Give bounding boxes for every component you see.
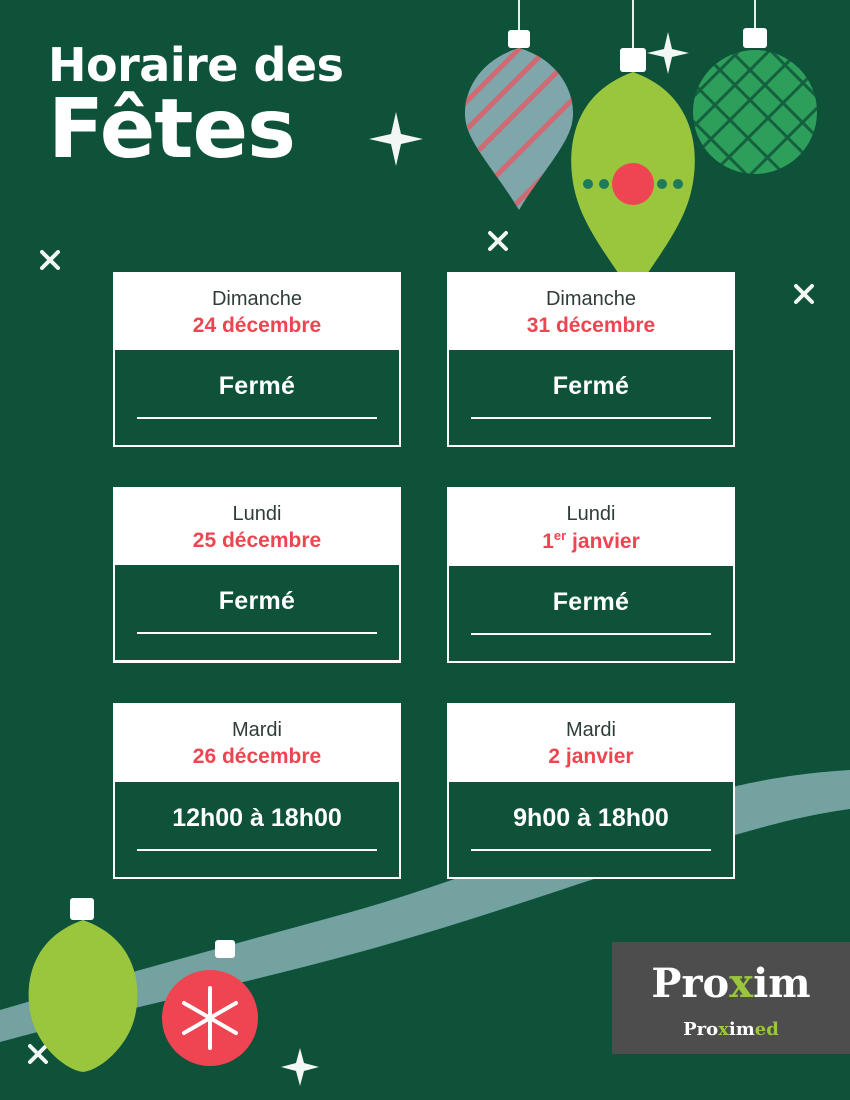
day-card-header — [115, 705, 399, 781]
logo-sub-pro: Pro — [683, 1019, 719, 1040]
title-line-2: Fêtes — [48, 82, 295, 177]
logo-x-mark: x — [729, 960, 754, 1007]
day-card-body — [115, 782, 399, 877]
day-hours: Fermé — [471, 588, 711, 635]
schedule-grid — [113, 272, 738, 879]
day-date: 24 décembre — [192, 314, 322, 337]
day-hours: Fermé — [471, 372, 711, 419]
day-card-body — [449, 350, 733, 445]
day-name: Mardi — [231, 719, 282, 742]
day-date-month: janvier — [566, 530, 640, 554]
day-date — [457, 528, 725, 554]
logo-sub-im: im — [728, 1019, 755, 1040]
day-date-ordinal: er — [553, 528, 567, 544]
day-card-body — [115, 350, 399, 445]
day-name: Mardi — [565, 719, 616, 742]
day-card — [447, 703, 735, 878]
day-hours: Fermé — [137, 372, 377, 419]
logo-pro: Pro — [651, 960, 730, 1007]
logo-sub-ed: ed — [754, 1019, 779, 1040]
day-card-header — [449, 274, 733, 350]
day-hours: 9h00 à 18h00 — [471, 804, 711, 851]
day-card — [447, 487, 735, 663]
day-card — [113, 487, 401, 663]
day-hours: 12h00 à 18h00 — [137, 804, 377, 851]
logo-im: im — [753, 960, 811, 1007]
day-card-body — [449, 566, 733, 661]
day-date: 25 décembre — [192, 529, 322, 553]
day-card — [113, 703, 401, 878]
day-card-header — [449, 489, 733, 566]
day-hours: Fermé — [137, 587, 377, 634]
day-card-body — [449, 782, 733, 877]
day-card-header — [115, 274, 399, 350]
day-date: 2 janvier — [548, 745, 634, 769]
day-name: Dimanche — [211, 288, 303, 310]
day-card-header — [449, 705, 733, 781]
day-card-body — [115, 565, 399, 660]
day-date: 26 décembre — [192, 745, 322, 769]
day-name: Dimanche — [545, 288, 637, 310]
logo-wordmark — [612, 960, 850, 1007]
day-card — [447, 272, 735, 447]
day-card — [113, 272, 401, 447]
poster-title — [48, 38, 344, 177]
logo-sub-x-mark: x — [718, 1019, 729, 1040]
proxim-logo — [612, 942, 850, 1054]
day-date-number: 1 — [542, 530, 554, 554]
day-name: Lundi — [566, 503, 616, 526]
day-date: 31 décembre — [526, 314, 656, 337]
logo-sub-wordmark — [612, 1019, 850, 1040]
day-card-header — [115, 489, 399, 565]
day-name: Lundi — [232, 503, 282, 526]
title-line-1: Horaire des — [48, 38, 344, 92]
